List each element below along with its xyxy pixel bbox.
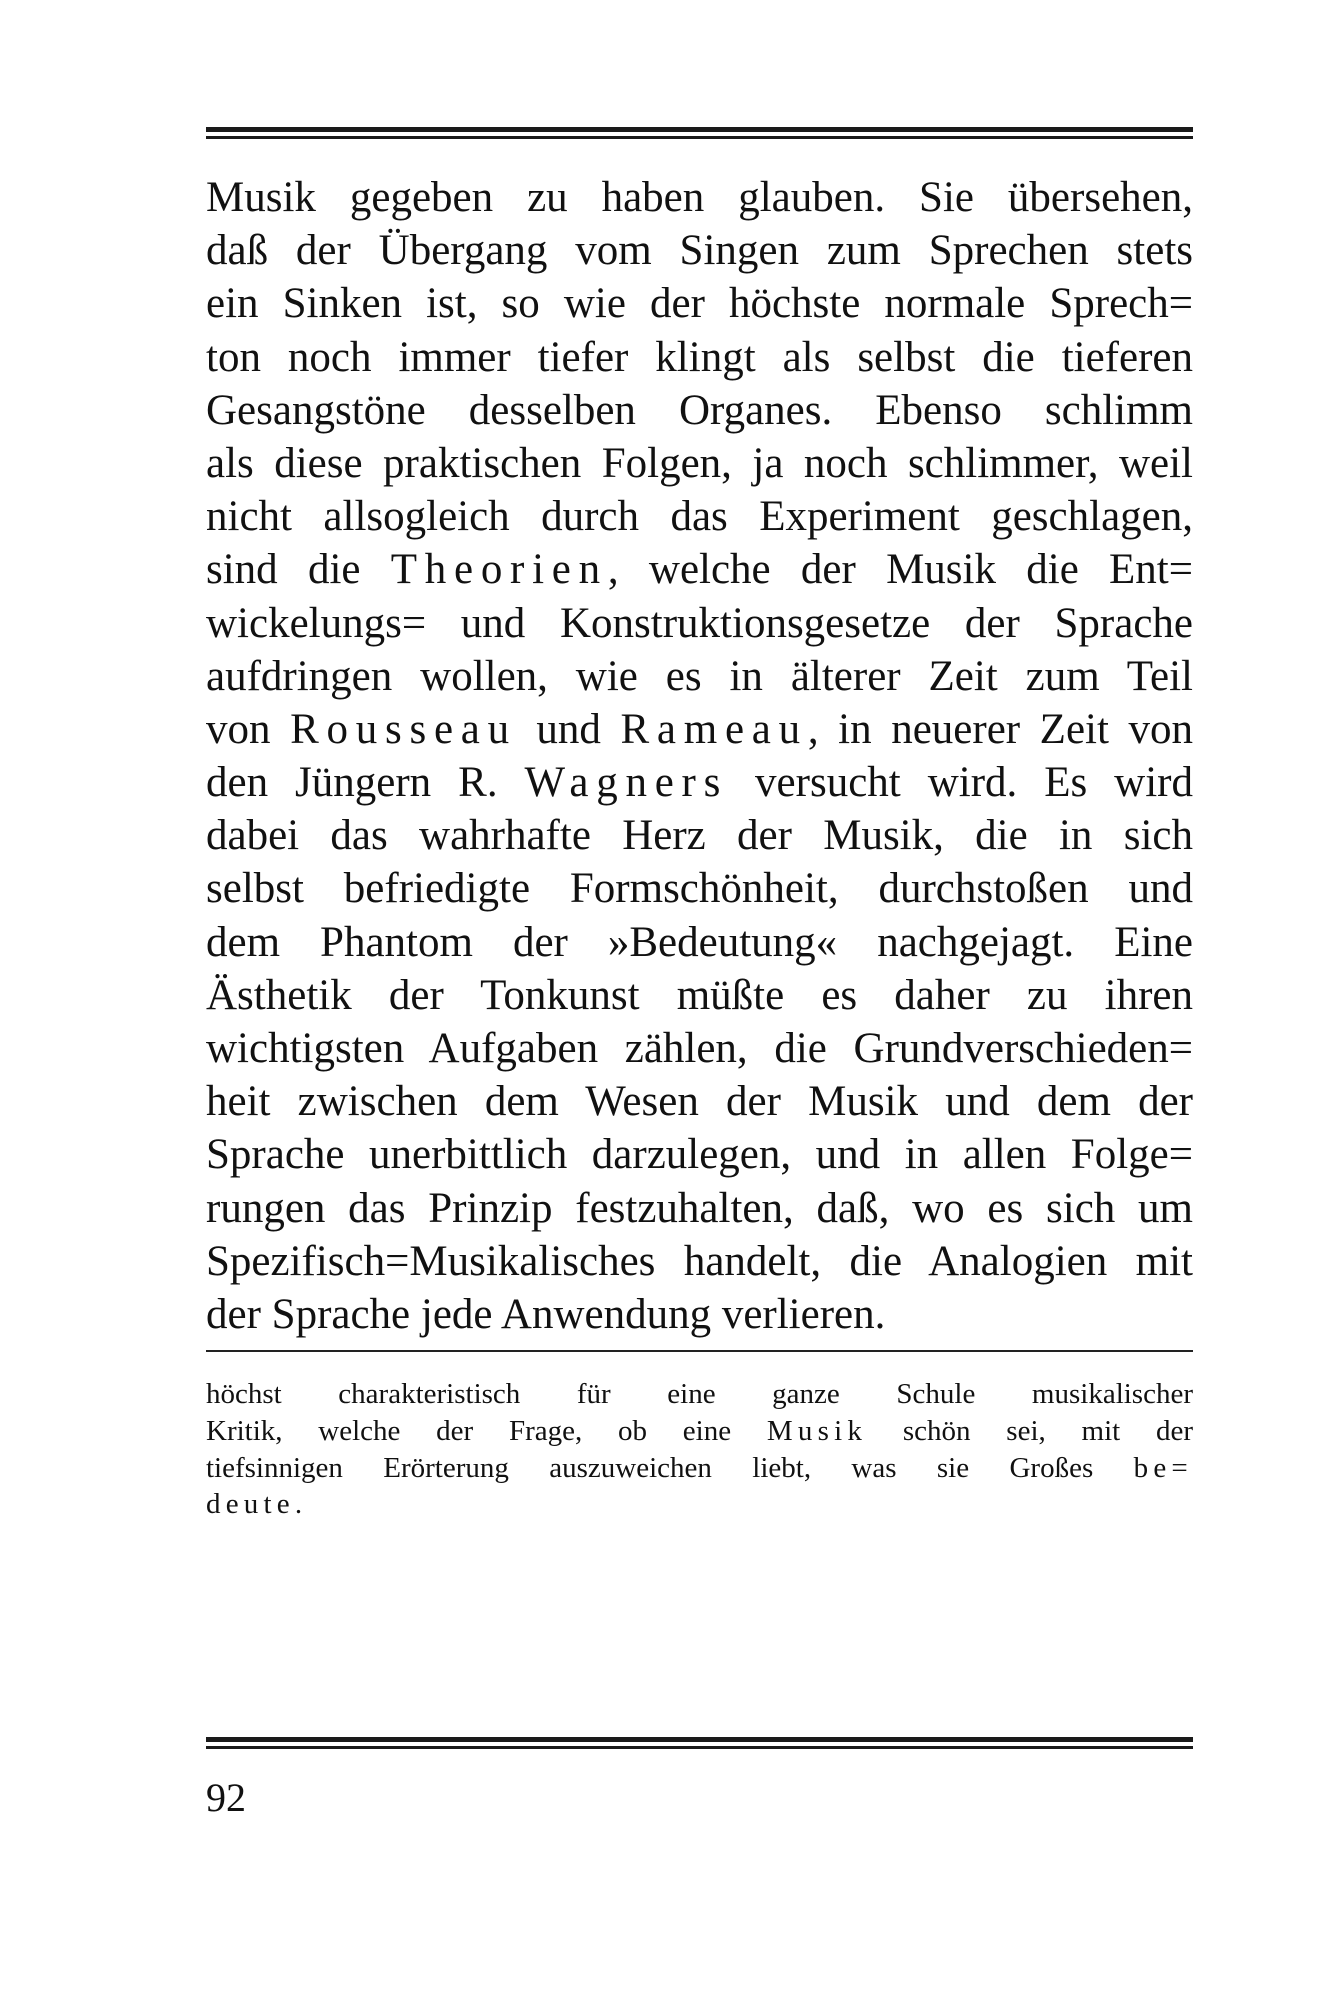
emphasis-spaced: Theorien — [390, 546, 608, 594]
emphasis-spaced: Musik — [766, 1414, 868, 1447]
text-run: tiefsinnigen Erörterung auszuweichen liebt, was sie Großes — [206, 1451, 1134, 1484]
emphasis-spaced: Wagners — [524, 759, 729, 807]
text-line — [206, 703, 1193, 756]
text-run: versucht wird. Es wird — [728, 759, 1194, 807]
text-line: heit zwischen dem Wesen der Musik und dem der — [206, 1078, 1193, 1126]
text-run: , in neuerer Zeit von — [807, 705, 1194, 753]
footnote-line — [206, 1450, 1193, 1487]
text-line: dem Phantom der »Bedeutung« nachgejagt. Eine — [206, 918, 1193, 966]
emphasis-spaced: be= — [1133, 1451, 1193, 1484]
text-line: wichtigsten Aufgaben zählen, die Grundverschieden= — [206, 1025, 1193, 1072]
text-run: sind die — [206, 546, 391, 594]
footnote-line: höchst charakteristisch für eine ganze Schule musikalischer — [206, 1378, 1193, 1410]
text-line: Spezifisch=Musikalisches handelt, die Analogien mit — [206, 1237, 1193, 1285]
text-line: ton noch immer tiefer klingt als selbst die tieferen — [206, 333, 1193, 381]
text-line — [206, 756, 1193, 809]
footer-double-rule — [206, 1737, 1193, 1751]
emphasis-spaced: deute. — [206, 1488, 308, 1521]
book-page — [206, 0, 1193, 2000]
text-line: wickelungs= und Konstruktionsgesetze der Sprache — [206, 599, 1193, 647]
emphasis-spaced: Rameau — [620, 705, 808, 753]
text-line: nicht allsogleich durch das Experiment geschlagen, — [206, 493, 1193, 541]
text-run: , welche der Musik die Ent= — [607, 546, 1194, 594]
text-line: Ästhetik der Tonkunst müßte es daher zu ihren — [206, 971, 1193, 1019]
text-line: aufdringen wollen, wie es in älterer Zeit zum Teil — [206, 652, 1193, 700]
page-number: 92 — [206, 1775, 246, 1820]
text-line: der Sprache jede Anwendung verlieren. — [206, 1290, 886, 1338]
text-run: von — [206, 705, 291, 753]
main-text — [206, 171, 1193, 1341]
emphasis-spaced: Rousseau — [290, 705, 517, 753]
text-line: ein Sinken ist, so wie der höchste normale Sprech= — [206, 280, 1193, 328]
text-line: Musik gegeben zu haben glauben. Sie übersehen, — [206, 174, 1193, 221]
text-run: schön sei, mit der — [867, 1414, 1193, 1447]
text-line: als diese praktischen Folgen, ja noch schlimmer, weil — [206, 439, 1193, 487]
footnote — [206, 1376, 1193, 1523]
text-line: daß der Übergang vom Singen zum Sprechen stets — [206, 227, 1193, 275]
text-line: Sprache unerbittlich darzulegen, und in allen Folge= — [206, 1131, 1193, 1179]
footnote-line — [206, 1413, 1193, 1450]
text-line — [206, 543, 1193, 596]
text-run: Kritik, welche der Frage, ob eine — [206, 1414, 767, 1447]
footnote-separator-rule — [206, 1350, 1193, 1352]
text-line: dabei das wahrhafte Herz der Musik, die in sich — [206, 812, 1193, 860]
text-run: den Jüngern R. — [206, 759, 525, 807]
header-double-rule — [206, 127, 1193, 141]
text-line: rungen das Prinzip festzuhalten, daß, wo es sich um — [206, 1184, 1193, 1232]
text-run: und — [516, 705, 621, 753]
text-line: Gesangstöne desselben Organes. Ebenso schlimm — [206, 386, 1193, 434]
footnote-line — [206, 1486, 1193, 1523]
text-line: selbst befriedigte Formschönheit, durchstoßen und — [206, 865, 1193, 913]
